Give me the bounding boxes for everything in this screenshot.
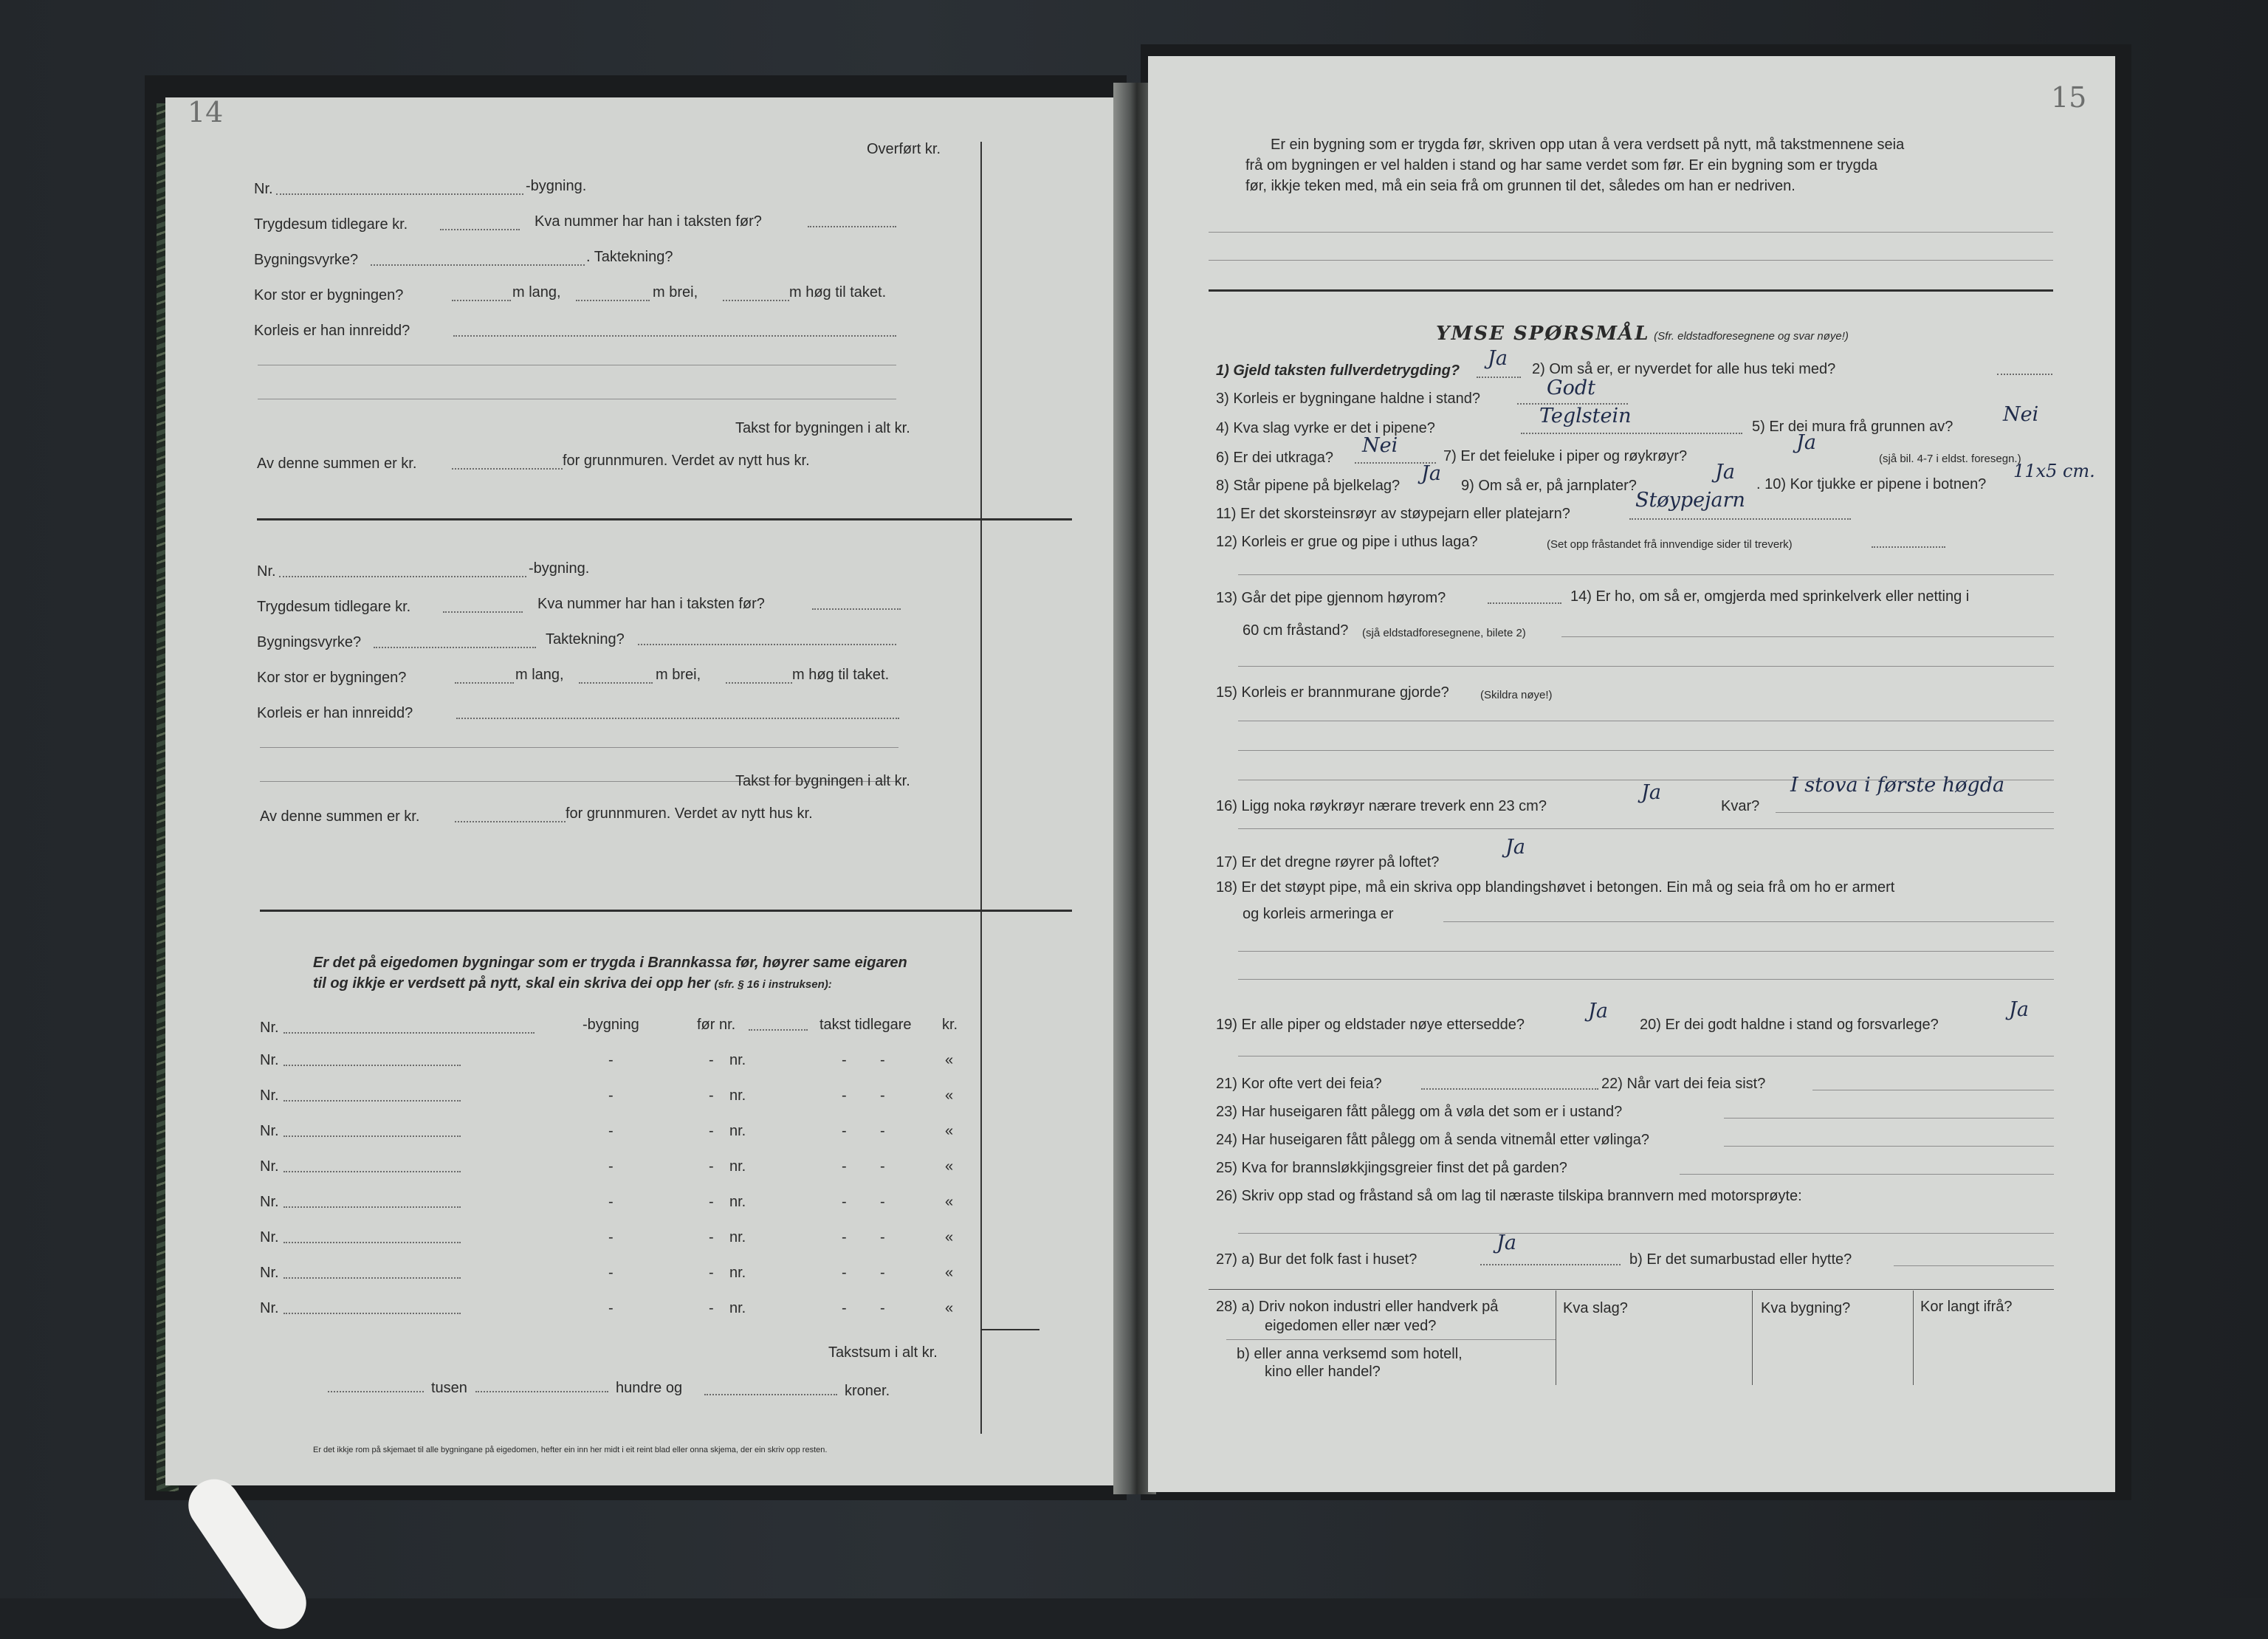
table-row-dash: - — [880, 1087, 885, 1104]
answer-field[interactable] — [1872, 546, 1945, 548]
hog-field[interactable] — [726, 682, 792, 684]
question-26: 26) Skriv opp stad og fråstand så om lag til næraste tilskipa brannvern med motorsprøyte: — [1216, 1188, 1802, 1204]
table-row-dash: - — [608, 1300, 614, 1316]
table-row-dash: - — [842, 1123, 847, 1139]
answer-9[interactable]: Ja — [1715, 461, 1735, 484]
table-row-ditto: « — [945, 1052, 954, 1068]
blank-line — [1238, 979, 2054, 980]
takst-label: Takst for bygningen i alt kr. — [735, 420, 910, 436]
answer-20[interactable]: Ja — [2009, 998, 2029, 1021]
mbrei-label: m brei, — [656, 667, 701, 683]
table-field[interactable] — [284, 1032, 535, 1034]
lang-field[interactable] — [452, 300, 511, 301]
mhog-label: m høg til taket. — [789, 284, 887, 300]
summen-label: Av denne summen er kr. — [260, 808, 420, 825]
table-head-nr: Nr. — [260, 1020, 279, 1036]
kroner-field[interactable] — [704, 1394, 837, 1395]
question-25: 25) Kva for brannsløkkjingsgreier finst det på garden? — [1216, 1160, 1567, 1176]
table-head-kor-langt: Kor langt ifrå? — [1920, 1299, 2013, 1315]
section-rule — [1209, 289, 2053, 292]
question-4: 4) Kva slag vyrke er det i pipene? — [1216, 420, 1435, 436]
table-head-kva-bygning: Kva bygning? — [1761, 1300, 1851, 1316]
table-col — [1913, 1291, 1914, 1385]
table-row-ditto: « — [945, 1123, 954, 1139]
nr-label: Nr. — [254, 181, 273, 197]
table-row-dash: - — [842, 1265, 847, 1281]
intro-text: frå om bygningen er vel halden i stand og har same verdet som før. Er ein bygning som er trygda — [1245, 157, 1877, 173]
question-14-cont: 60 cm fråstand? — [1243, 622, 1349, 639]
table-row-dash: - — [880, 1052, 885, 1068]
answer-field[interactable] — [1521, 433, 1742, 434]
answer-8[interactable]: Ja — [1421, 462, 1441, 485]
table-row-field[interactable] — [284, 1206, 461, 1208]
question-24: 24) Har huseigaren fått pålegg om å senda vitnemål etter vølinga? — [1216, 1132, 1650, 1148]
table-row-nr: Nr. — [260, 1087, 279, 1104]
table-row-nr2: nr. — [729, 1300, 746, 1316]
vyrke-field[interactable] — [374, 647, 536, 648]
instruction-note-2 — [313, 975, 832, 994]
table-row-dash: - — [842, 1052, 847, 1068]
question-9: 9) Om så er, på jarnplater? — [1461, 478, 1637, 494]
blank-line — [1680, 1174, 2054, 1175]
innreidd-field[interactable] — [456, 718, 899, 719]
question-28a: 28) a) Driv nokon industri eller handverk på — [1216, 1299, 1499, 1315]
table-head-for-nr: før nr. — [697, 1017, 736, 1033]
nr-field[interactable] — [279, 576, 526, 577]
answer-field[interactable] — [1997, 374, 2052, 375]
tusen-label: tusen — [431, 1380, 467, 1396]
section-rule — [260, 910, 1072, 912]
kva-nummer-label: Kva nummer har han i taksten før? — [535, 213, 762, 230]
table-row-dash: - — [608, 1087, 614, 1104]
question-17: 17) Er det dregne røyrer på loftet? — [1216, 854, 1440, 870]
question-18: 18) Er det støypt pipe, må ein skriva opp blandingshøvet i betongen. Ein må og seia frå om ho er armert — [1216, 879, 1895, 896]
mlang-label: m lang, — [515, 667, 564, 683]
table-row-dash: - — [709, 1229, 714, 1245]
table-row-ditto: « — [945, 1158, 954, 1175]
table-head-bygning: -bygning — [583, 1017, 639, 1033]
blank-line — [1561, 636, 2054, 637]
question-14-note: (sjå eldstadforesegnene, bilete 2) — [1362, 627, 1526, 639]
mhog-label: m høg til taket. — [792, 667, 890, 683]
trygdesum-label: Trygdesum tidlegare kr. — [254, 216, 408, 233]
question-28b-cont: kino eller handel? — [1265, 1364, 1381, 1380]
vyrke-label: Bygningsvyrke? — [257, 634, 362, 650]
table-head-kr: kr. — [942, 1017, 958, 1033]
table-row-ditto: « — [945, 1265, 954, 1281]
table-row-field[interactable] — [284, 1277, 461, 1279]
vyrke-field[interactable] — [371, 264, 585, 266]
table-row-dash: - — [842, 1300, 847, 1316]
answer-1[interactable]: Ja — [1488, 347, 1508, 370]
tusen-field[interactable] — [328, 1391, 424, 1392]
summen-field[interactable] — [452, 468, 563, 470]
blank-line — [1209, 232, 2053, 233]
left-page — [165, 97, 1118, 1485]
answer-field[interactable] — [1477, 377, 1521, 378]
question-15-note: (Skildra nøye!) — [1480, 689, 1553, 701]
hog-field[interactable] — [723, 300, 789, 301]
table-row-nr2: nr. — [729, 1052, 746, 1068]
trygdesum-field[interactable] — [443, 611, 523, 613]
question-10: . 10) Kor tjukke er pipene i botnen? — [1756, 476, 1987, 492]
blank-line — [1776, 812, 2054, 813]
question-11: 11) Er det skorsteinsrøyr av støypejarn eller platejarn? — [1216, 506, 1570, 522]
table-field[interactable] — [749, 1029, 808, 1031]
table-row-ditto: « — [945, 1087, 954, 1104]
blank-line — [1238, 1233, 2054, 1234]
table-row-nr: Nr. — [260, 1300, 279, 1316]
answer-3[interactable]: Godt — [1547, 377, 1595, 399]
blank-line — [1443, 921, 2054, 922]
takstsum-label: Takstsum i alt kr. — [828, 1344, 938, 1361]
blank-line — [1238, 574, 2054, 575]
question-18-cont: og korleis armeringa er — [1243, 906, 1394, 922]
blank-line — [1724, 1146, 2054, 1147]
table-row-dash: - — [608, 1229, 614, 1245]
table-row-nr: Nr. — [260, 1052, 279, 1068]
takst-label: Takst for bygningen i alt kr. — [735, 773, 910, 789]
answer-5[interactable]: Nei — [2003, 403, 2039, 426]
table-row-dash: - — [842, 1229, 847, 1245]
answer-field[interactable] — [1488, 602, 1561, 604]
table-row-dash: - — [842, 1087, 847, 1104]
answer-10[interactable]: 11x5 cm. — [2013, 461, 2095, 481]
answer-11[interactable]: Støypejarn — [1635, 489, 1745, 512]
page-number: 14 — [188, 96, 224, 128]
innreidd-field[interactable] — [453, 335, 896, 337]
summen-field[interactable] — [455, 821, 566, 822]
table-row-dash: - — [880, 1300, 885, 1316]
answer-6[interactable]: Nei — [1362, 434, 1398, 457]
table-head-takst: takst tidlegare — [819, 1017, 912, 1033]
table-row-dash: - — [608, 1158, 614, 1175]
table-row-dash: - — [608, 1123, 614, 1139]
table-row-dash: - — [709, 1158, 714, 1175]
table-row-nr: Nr. — [260, 1229, 279, 1245]
question-5: 5) Er dei mura frå grunnen av? — [1752, 419, 1953, 435]
answer-27[interactable]: Ja — [1496, 1231, 1516, 1254]
answer-4[interactable]: Teglstein — [1539, 405, 1632, 427]
question-16-kvar: Kvar? — [1721, 798, 1760, 814]
taktekning-label: Taktekning? — [546, 631, 625, 647]
table-row-field[interactable] — [284, 1171, 461, 1172]
table-row-ditto: « — [945, 1229, 954, 1245]
page-number: 15 — [2051, 81, 2087, 114]
table-row-nr2: nr. — [729, 1194, 746, 1210]
kroner-label: kroner. — [845, 1383, 890, 1399]
table-row-dash: - — [608, 1194, 614, 1210]
column-divider — [980, 142, 982, 1434]
table-row-dash: - — [709, 1123, 714, 1139]
question-27a: 27) a) Bur det folk fast i huset? — [1216, 1251, 1418, 1268]
grunnmur-label: for grunnmuren. Verdet av nytt hus kr. — [563, 453, 810, 469]
question-7: 7) Er det feieluke i piper og røykrøyr? — [1443, 448, 1688, 464]
table-row-field[interactable] — [284, 1135, 461, 1137]
table-row-dash: - — [880, 1158, 885, 1175]
blank-line — [1724, 1118, 2054, 1119]
question-13: 13) Går det pipe gjennom høyrom? — [1216, 590, 1446, 606]
table-row-nr: Nr. — [260, 1123, 279, 1139]
answer-19[interactable]: Ja — [1588, 1000, 1608, 1023]
table-row-dash: - — [709, 1300, 714, 1316]
answer-field[interactable] — [1629, 518, 1851, 520]
answer-17[interactable]: Ja — [1505, 836, 1525, 859]
bygning-label: -bygning. — [526, 178, 587, 194]
table-row-dash: - — [709, 1052, 714, 1068]
blank-line — [1238, 828, 2054, 829]
question-14: 14) Er ho, om så er, omgjerda med sprinkelverk eller netting i — [1570, 588, 1970, 605]
question-16: 16) Ligg noka røykrøyr nærare treverk enn 23 cm? — [1216, 798, 1547, 814]
answer-field[interactable] — [1421, 1088, 1598, 1090]
korstor-label: Kor stor er bygningen? — [257, 670, 407, 686]
instruction-note-text: til og ikkje er verdsett på nytt, skal ein skriva dei opp her — [313, 975, 710, 992]
vyrke-label: Bygningsvyrke? — [254, 252, 359, 268]
table-row-dash: - — [608, 1052, 614, 1068]
question-28a-cont: eigedomen eller nær ved? — [1265, 1318, 1437, 1334]
right-page — [1148, 56, 2115, 1492]
table-row-nr: Nr. — [260, 1194, 279, 1210]
korstor-label: Kor stor er bygningen? — [254, 287, 404, 303]
table-row-nr: Nr. — [260, 1158, 279, 1175]
title-text: YMSE SPØRSMÅL — [1436, 323, 1650, 345]
blank-line — [260, 747, 898, 748]
blank-line — [1238, 750, 2054, 751]
question-12-note: (Set opp fråstandet frå innvendige sider til treverk) — [1547, 538, 1793, 551]
question-15: 15) Korleis er brannmurane gjorde? — [1216, 684, 1449, 701]
total-rule — [980, 1329, 1040, 1330]
blank-line — [1226, 1339, 1556, 1340]
question-19: 19) Er alle piper og eldstader nøye ettersedde? — [1216, 1017, 1525, 1033]
table-row-field[interactable] — [284, 1100, 461, 1102]
intro-text: før, ikkje teken med, må ein seia frå om grunnen til det, således om han er nedriven. — [1245, 178, 1796, 194]
instruction-note: Er det på eigedomen bygningar som er trygda i Brannkassa før, høyrer same eigaren — [313, 955, 907, 971]
intro-text: Er ein bygning som er trygda før, skriven opp utan å vera verdsett på nytt, må takstmennene seia — [1271, 137, 1905, 153]
question-28b: b) eller anna verksemd som hotell, — [1237, 1346, 1463, 1362]
table-row-dash: - — [880, 1194, 885, 1210]
kva-nummer-field[interactable] — [812, 608, 901, 610]
grunnmur-label: for grunnmuren. Verdet av nytt hus kr. — [566, 805, 813, 822]
question-21: 21) Kor ofte vert dei feia? — [1216, 1076, 1382, 1092]
table-row-nr: Nr. — [260, 1265, 279, 1281]
footnote: Er det ikkje rom på skjemaet til alle bygningane på eigedomen, hefter ein inn her midt i eit reint blad eller onna skjema, der ein skriv opp resten. — [313, 1446, 828, 1454]
table-row-ditto: « — [945, 1194, 954, 1210]
lang-field[interactable] — [455, 682, 514, 684]
table-row-field[interactable] — [284, 1313, 461, 1314]
answer-16-kvar[interactable]: I stova i første høgda — [1790, 774, 2005, 797]
instruction-note-ref: (sfr. § 16 i instruksen): — [714, 978, 832, 991]
table-row-dash: - — [880, 1265, 885, 1281]
table-row-dash: - — [880, 1123, 885, 1139]
nr-field[interactable] — [276, 193, 523, 195]
table-row-nr2: nr. — [729, 1158, 746, 1175]
table-col — [1752, 1291, 1753, 1385]
brei-field[interactable] — [576, 300, 650, 301]
question-2: 2) Om så er, er nyverdet for alle hus teki med? — [1532, 361, 1836, 377]
table-row-dash: - — [880, 1229, 885, 1245]
question-7-note: (sjå bil. 4-7 i eldst. foresegn.) — [1879, 453, 2021, 465]
table-row-nr2: nr. — [729, 1123, 746, 1139]
blank-line — [1894, 1265, 2054, 1266]
overfort-label: Overført kr. — [867, 141, 941, 157]
table-row-dash: - — [842, 1194, 847, 1210]
question-12: 12) Korleis er grue og pipe i uthus laga? — [1216, 534, 1478, 550]
question-23: 23) Har huseigaren fått pålegg om å vøla det som er i ustand? — [1216, 1104, 1623, 1120]
innreidd-label: Korleis er han innreidd? — [254, 323, 410, 339]
table-row-ditto: « — [945, 1300, 954, 1316]
brei-field[interactable] — [579, 682, 653, 684]
summen-label: Av denne summen er kr. — [257, 456, 417, 472]
answer-field[interactable] — [1480, 1264, 1621, 1265]
answer-16[interactable]: Ja — [1641, 781, 1661, 804]
question-1: 1) Gjeld taksten fullverdetrygding? — [1216, 362, 1460, 379]
table-row-field[interactable] — [284, 1065, 461, 1066]
section-title — [1436, 325, 1849, 346]
question-20: 20) Er dei godt haldne i stand og forsvarlege? — [1640, 1017, 1939, 1033]
table-row-dash: - — [608, 1265, 614, 1281]
taktekning-field[interactable] — [638, 644, 896, 645]
table-row-dash: - — [842, 1158, 847, 1175]
question-22: 22) Når vart dei feia sist? — [1601, 1076, 1766, 1092]
nr-label: Nr. — [257, 563, 276, 580]
bygning-label: -bygning. — [529, 560, 590, 577]
table-row-dash: - — [709, 1265, 714, 1281]
innreidd-label: Korleis er han innreidd? — [257, 705, 413, 721]
table-row-nr2: nr. — [729, 1265, 746, 1281]
trygdesum-field[interactable] — [440, 229, 520, 230]
taktekning-label: . Taktekning? — [586, 249, 673, 265]
table-row-nr2: nr. — [729, 1229, 746, 1245]
hundre-field[interactable] — [475, 1391, 608, 1392]
question-3: 3) Korleis er bygningane haldne i stand? — [1216, 391, 1481, 407]
section-rule — [257, 518, 1072, 520]
trygdesum-label: Trygdesum tidlegare kr. — [257, 599, 411, 615]
answer-7[interactable]: Ja — [1796, 431, 1816, 454]
mbrei-label: m brei, — [653, 284, 698, 300]
table-row-dash: - — [709, 1194, 714, 1210]
question-6: 6) Er dei utkraga? — [1216, 450, 1333, 466]
question-27b: b) Er det sumarbustad eller hytte? — [1629, 1251, 1852, 1268]
blank-line — [1209, 260, 2053, 261]
kva-nummer-label: Kva nummer har han i taksten før? — [537, 596, 765, 612]
kva-nummer-field[interactable] — [808, 226, 896, 227]
blank-line — [1238, 951, 2054, 952]
table-row-nr2: nr. — [729, 1087, 746, 1104]
blank-line — [1238, 666, 2054, 667]
hundre-label: hundre og — [616, 1380, 683, 1396]
table-head-kva-slag: Kva slag? — [1563, 1300, 1628, 1316]
mlang-label: m lang, — [512, 284, 561, 300]
table-top-rule — [1209, 1289, 2054, 1290]
table-row-dash: - — [709, 1087, 714, 1104]
table-row-field[interactable] — [284, 1242, 461, 1243]
question-8: 8) Står pipene på bjelkelag? — [1216, 478, 1401, 494]
title-note: (Sfr. eldstadforesegnene og svar nøye!) — [1654, 330, 1849, 343]
